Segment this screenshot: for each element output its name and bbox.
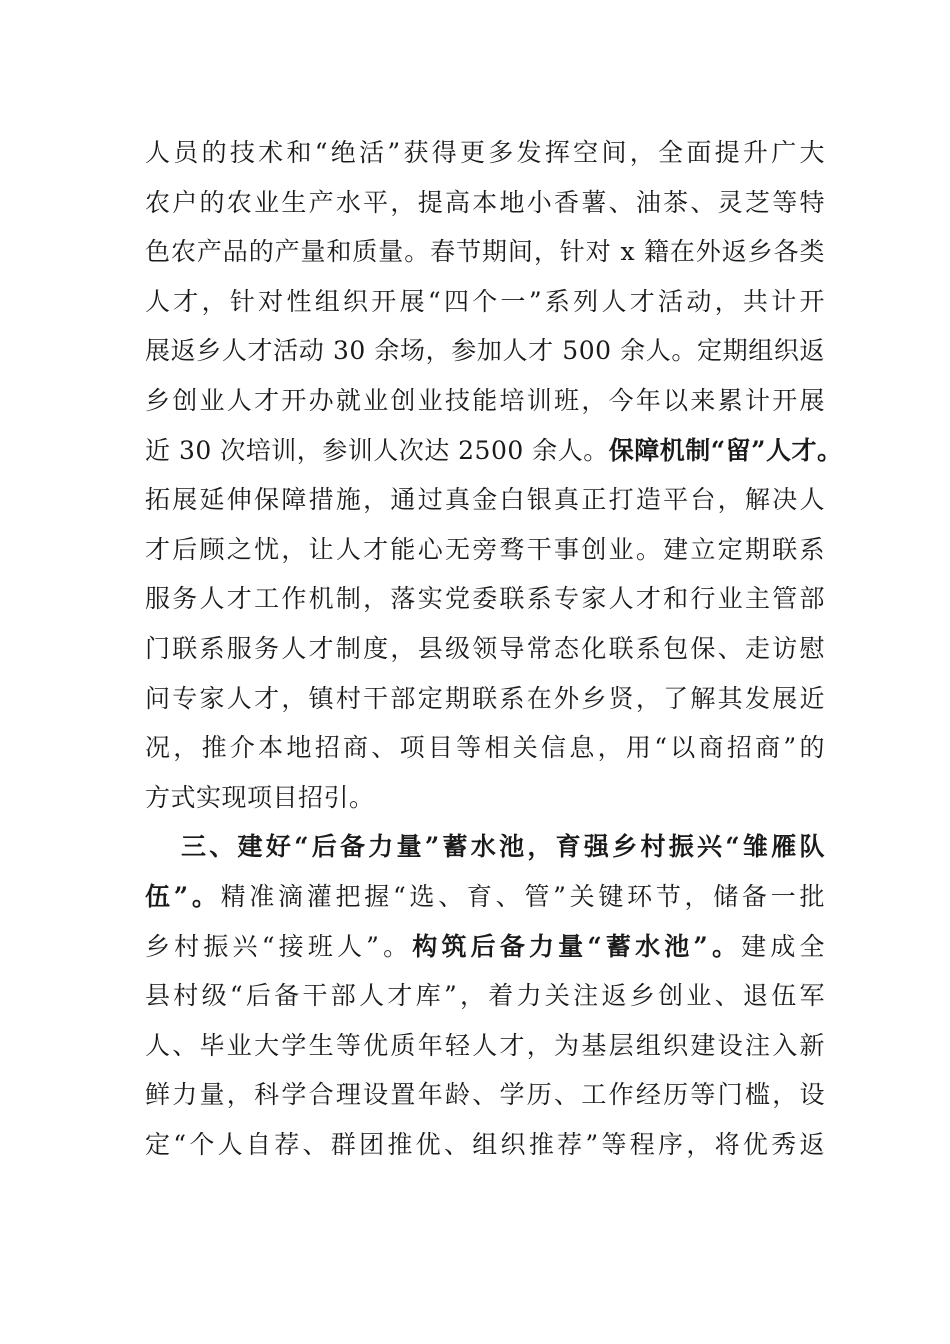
text-line: [145, 624, 825, 674]
text-segment: 拓展延伸保障措施，通过真金白银真正打造平台，解决人: [145, 485, 825, 515]
text-line: [145, 376, 825, 426]
text-segment: 精准滴灌把握“选、育、管”关键环节，储备一批: [220, 881, 825, 911]
text-segment: 人才，针对性组织开展“四个一”系列人才活动，共计开: [145, 286, 825, 316]
text-line: [145, 674, 825, 724]
text-segment: 人、毕业大学生等优质年轻人才，为基层组织建设注入新: [145, 1030, 825, 1060]
text-segment: 门联系服务人才制度，县级领导常态化联系包保、走访慰: [145, 633, 825, 663]
bold-text-segment: 保障机制“留”人才。: [608, 435, 843, 465]
text-line: [145, 227, 825, 277]
text-segment: 况，推介本地招商、项目等相关信息，用“以商招商”的: [145, 733, 825, 763]
text-line: [145, 872, 825, 922]
text-segment: 乡创业人才开办就业创业技能培训班，今年以来累计开展: [145, 385, 825, 415]
text-line: [145, 574, 825, 624]
text-line: [145, 922, 825, 972]
text-line: [145, 822, 825, 872]
body-text: [145, 128, 843, 1169]
text-segment: 近 30 次培训，参训人次达 2500 余人。: [145, 435, 609, 465]
text-line: [145, 277, 825, 327]
text-segment: 方式实现项目招引。: [145, 782, 375, 812]
text-segment: 色农产品的产量和质量。春节期间，针对 x 籍在外返乡各类: [145, 237, 825, 267]
text-segment: 乡村振兴“接班人”。: [145, 931, 413, 961]
text-segment: 县村级“后备干部人才库”，着力关注返乡创业、退伍军: [145, 981, 825, 1011]
text-segment: 服务人才工作机制，落实党委联系专家人才和行业主管部: [145, 584, 825, 614]
text-segment: 才后顾之忧，让人才能心无旁骛干事创业。建立定期联系: [145, 534, 825, 564]
bold-text-segment: 构筑后备力量“蓄水池”。: [412, 931, 742, 961]
text-line: [145, 1070, 825, 1120]
text-segment: 农户的农业生产水平，提高本地小香薯、油茶、灵芝等特: [145, 187, 825, 217]
bold-text-segment: 伍”。: [145, 881, 221, 911]
text-line: [145, 773, 825, 823]
text-line: [145, 128, 825, 178]
text-segment: 问专家人才，镇村干部定期联系在外乡贤，了解其发展近: [145, 683, 825, 713]
text-line: [145, 723, 825, 773]
text-line: [145, 475, 825, 525]
text-line: [145, 178, 825, 228]
text-segment: 展返乡人才活动 30 余场，参加人才 500 余人。定期组织返: [145, 336, 825, 366]
text-segment: 定“个人自荐、群团推优、组织推荐”等程序，将优秀返: [145, 1129, 825, 1159]
bold-text-segment: 三、建好“后备力量”蓄水池，育强乡村振兴“雏雁队: [181, 832, 825, 862]
text-line: [145, 971, 825, 1021]
text-line: [145, 525, 825, 575]
text-line: [145, 326, 825, 376]
text-line: [145, 426, 843, 476]
text-line: [145, 1021, 825, 1071]
text-segment: 建成全: [741, 931, 825, 961]
text-segment: 人员的技术和“绝活”获得更多发挥空间，全面提升广大: [145, 138, 825, 167]
text-segment: 鲜力量，科学合理设置年龄、学历、工作经历等门槛，设: [145, 1080, 825, 1110]
text-line: [145, 1120, 825, 1170]
